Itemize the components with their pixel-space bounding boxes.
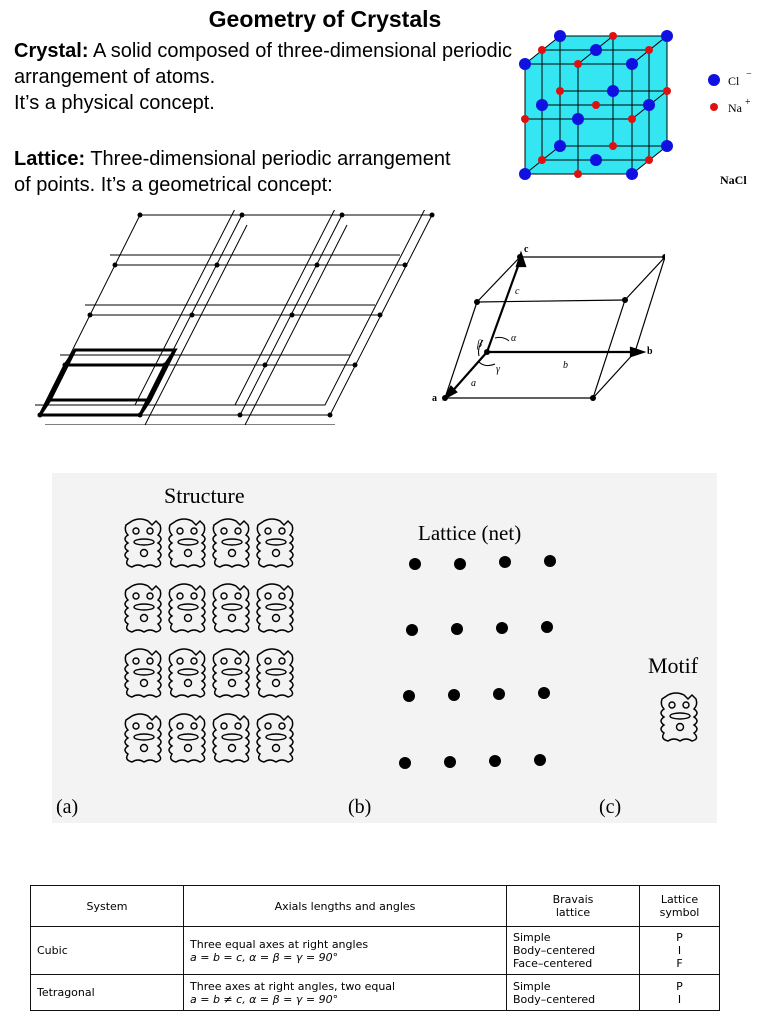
na-legend-dot <box>710 103 718 111</box>
cl-charge: − <box>746 69 752 80</box>
cl-ion <box>554 30 566 42</box>
cl-ion <box>626 168 638 180</box>
cl-ion <box>661 30 673 42</box>
cell-bravais-item: Simple <box>513 931 551 944</box>
cell-axes-line2: a = b ≠ c, α = β = γ = 90° <box>190 992 339 1006</box>
col-header-bravais-line1: Bravais <box>552 893 594 906</box>
na-ion <box>574 60 582 68</box>
col-header-system: System <box>31 886 184 927</box>
cell-axes <box>184 927 507 975</box>
cl-ion <box>590 44 602 56</box>
cell-axes-line1: Three axes at right angles, two equal <box>190 979 396 993</box>
cell-axes-line2: a = b = c, α = β = γ = 90° <box>190 950 339 964</box>
crystal-system-table-area <box>30 885 720 1024</box>
space-lattice-figure <box>30 210 450 425</box>
lattice-grid <box>35 210 432 425</box>
col-header-axes: Axials lengths and angles <box>184 886 507 927</box>
cell-bravais <box>507 927 640 975</box>
cl-ion <box>607 85 619 97</box>
panel-label-b: (b) <box>348 796 372 818</box>
col-header-symbol <box>640 886 720 927</box>
cl-ion <box>519 168 531 180</box>
na-ion <box>592 101 600 109</box>
na-ion <box>538 156 546 164</box>
label-edge-c: c <box>515 286 520 297</box>
cl-ion <box>519 58 531 70</box>
cell-axes-line1: Three equal axes at right angles <box>190 937 369 951</box>
structure-lattice-motif-panel <box>52 473 717 823</box>
cl-legend-dot <box>708 74 720 86</box>
cell-bravais-item: Face–centered <box>513 957 593 970</box>
label-alpha: α <box>511 333 517 344</box>
label-vertex-a: a <box>432 393 437 404</box>
col-header-bravais-line2: lattice <box>555 906 591 919</box>
structure-pattern <box>125 519 293 762</box>
table-row <box>31 975 720 1011</box>
label-beta: β <box>477 339 482 350</box>
crystal-definition <box>14 38 514 116</box>
cell-bravais-item: Simple <box>513 979 551 993</box>
lattice-definition <box>14 146 454 198</box>
lattice-net-points <box>399 555 556 769</box>
table-header-row <box>31 886 720 927</box>
nacl-ions <box>519 30 673 180</box>
structure-figure <box>52 473 717 823</box>
crystal-term: Crystal: <box>14 40 89 62</box>
cell-symbol-item: I <box>677 944 682 957</box>
label-gamma: γ <box>496 364 500 375</box>
na-ion <box>628 115 636 123</box>
unit-cell-figure <box>425 240 665 410</box>
na-ion <box>645 46 653 54</box>
cl-ion <box>643 99 655 111</box>
cell-symbol-item: I <box>677 992 682 1006</box>
na-legend-label: Na <box>728 101 742 115</box>
nacl-crystal-figure <box>510 24 760 194</box>
cl-ion <box>536 99 548 111</box>
na-ion <box>609 142 617 150</box>
col-header-bravais <box>507 886 640 927</box>
cell-axes <box>184 975 507 1011</box>
na-ion <box>556 87 564 95</box>
cell-bravais-item: Body–centered <box>513 992 596 1006</box>
cl-ion <box>661 140 673 152</box>
nacl-label: NaCl <box>720 173 747 187</box>
cell-symbol-item: P <box>676 931 683 944</box>
cell-symbol-item: P <box>676 979 683 993</box>
cell-symbol <box>640 975 720 1011</box>
cl-ion <box>626 58 638 70</box>
crystal-system-table <box>30 885 720 1011</box>
na-ion <box>663 87 671 95</box>
crystal-note: It’s a physical concept. <box>14 92 215 114</box>
motif-shape <box>661 693 697 741</box>
na-ion <box>645 156 653 164</box>
lattice-term: Lattice: <box>14 148 86 170</box>
col-header-symbol-line1: Lattice <box>660 893 699 906</box>
cl-ion <box>554 140 566 152</box>
na-ion <box>609 32 617 40</box>
label-edge-a: a <box>471 378 476 389</box>
cell-symbol-item: F <box>676 957 683 970</box>
unit-cell-edges <box>445 257 665 398</box>
na-ion <box>538 46 546 54</box>
cell-symbol <box>640 927 720 975</box>
label-vertex-b: b <box>647 346 653 357</box>
crystal-definition-text: A solid composed of three-dimensional periodic arrangement of atoms. <box>14 40 513 88</box>
cell-system: Tetragonal <box>31 975 184 1011</box>
na-charge: + <box>745 97 751 108</box>
lattice-net-label: Lattice (net) <box>418 521 522 545</box>
cl-legend-label: Cl <box>728 74 740 88</box>
structure-label: Structure <box>164 483 245 508</box>
cell-bravais <box>507 975 640 1011</box>
col-header-symbol-line2: symbol <box>659 906 700 919</box>
cell-system: Cubic <box>31 927 184 975</box>
cl-ion <box>572 113 584 125</box>
panel-label-a: (a) <box>56 796 79 818</box>
panel-label-c: (c) <box>599 796 622 818</box>
lattice-definition-text: Three-dimensional periodic arrangement of points. It’s a geometrical concept: <box>14 148 451 196</box>
cl-ion <box>590 154 602 166</box>
label-vertex-c: c <box>524 244 529 255</box>
table-row <box>31 927 720 975</box>
cell-bravais-item: Body–centered <box>513 944 596 957</box>
page-title: Geometry of Crystals <box>208 6 442 32</box>
na-ion <box>574 170 582 178</box>
label-edge-b: b <box>563 360 568 371</box>
na-ion <box>521 115 529 123</box>
nacl-legend <box>708 69 752 187</box>
motif-label: Motif <box>648 653 699 678</box>
